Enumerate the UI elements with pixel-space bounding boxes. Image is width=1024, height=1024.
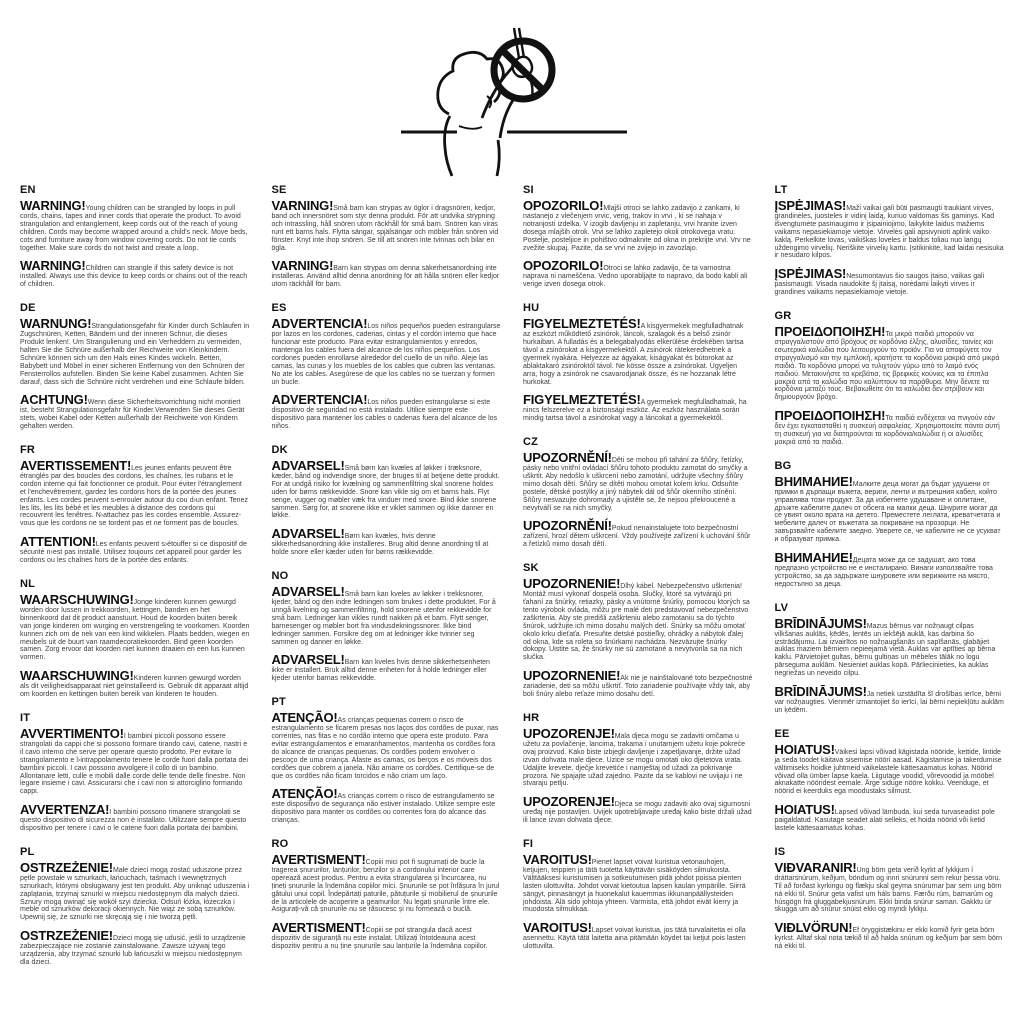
language-code: LV [774, 601, 789, 614]
language-code: EE [774, 727, 790, 740]
language-code: RO [271, 838, 289, 851]
warnings-list [523, 853, 753, 951]
warning-title: BRĪDINĀJUMS! [774, 684, 867, 700]
language-code: DE [20, 302, 36, 315]
warning-paragraph [775, 685, 1005, 715]
warning-body: As crianças pequenas correm o risco de estrangulamento se ficarem presas nos laços dos cordões de puxar, nas correntes, nas fitas e no cordão interno que opera este produto. Para evitar estrangulamentos e emaranhamentos, mantenha os cordões fora do alcance de crianças pequenas. Os cordões podem envolver o pescoço de uma criança. Afaste as camas, os berços e os móveis dos cordões que cobrem a janela. Não amarre os cordões. Certifique-se de que os cordões não ficam torcidos e não criam um laço. [271, 717, 499, 780]
warning-paragraph [523, 199, 753, 252]
warning-body: Ak nie je nainštalované toto bezpečnostné zariadenie, deti sa môžu uškrtiť. Toto zariadenie používajte vždy tak, aby boli šnúry alebo reťaze mimo dosahu detí. [523, 675, 753, 699]
warning-body: Pokud nenainstalujete toto bezpečnostní zařízení, hrozí dětem uškrcení. Vždy používejte zařízení k uchování šňůr a řetízků mimo dosah dětí. [523, 525, 751, 549]
warning-paragraph [20, 727, 250, 796]
warning-title: WARNING! [20, 198, 86, 213]
language-section [20, 184, 250, 289]
warnings-list [272, 317, 502, 431]
warning-paragraph [20, 317, 250, 386]
language-code: DK [271, 444, 288, 457]
language-section [523, 712, 753, 825]
warning-body: Børn kan kvæles, hvis denne sikkerhedsanordning ikke installeres. Brug altid denne anordning til at holde snore eller kæder uden for børns rækkevidde. [271, 533, 489, 557]
warning-body: Barn kan kveles hvis denne sikkerhetsenheten ikke er installert. Bruk alltid denne enheten for å holde ledninger eller kjeder utenfor barnas rekkevidde. [271, 659, 490, 683]
column-2 [272, 184, 502, 980]
warning-body: Barn kan strypas om denna säkerhetsanordning inte installeras. Använd alltid denna anordning för att hålla snören eller kedjor utom räckhåll för barn. [271, 265, 500, 289]
warning-paragraph [523, 795, 753, 825]
warning-paragraph [20, 929, 250, 967]
warning-title: FIGYELMEZTETÉS! [523, 392, 641, 408]
language-section [20, 578, 250, 699]
language-section [523, 838, 753, 951]
language-section [20, 712, 250, 833]
warning-paragraph [272, 853, 502, 914]
warning-title: UPOZORENJE! [523, 794, 615, 810]
warnings-list [20, 199, 250, 289]
warning-body: Copiii mici pot fi sugrumați de bucle la tragerea șnururilor, lanțurilor, benzilor și a cordonului interior care operează acest produs. Pentru a evita strangularea și încurcarea, nu țineți șnururile la îndemâna copiilor mici. Șnururile se pot înfășura în jurul gâtului unui copil. Îndepărtați paturile, pătuțurile și mobilierul de șnururile de la articolele de acoperire a geamurilor. Nu legați șnururile între ele. Asigurați-vă că șnururile nu se răsucesc și nu formează o buclă. [271, 859, 500, 914]
warning-title: WARNUNG! [20, 316, 92, 332]
child-grabbing-cord-prohibition-illustration [387, 6, 637, 178]
language-section [272, 444, 502, 557]
warning-title: AVERTISMENT! [271, 920, 366, 936]
warning-body: Децата може да се задушат, ако това предпазно устройство не е инсталирано. Винаги използвайте това устройство, за да задържате шнуровете или верижките на място, недостъпно за деца. [774, 557, 993, 588]
warning-body: Dzieci mogą się udusić, jeśli to urządzenie zabezpieczające nie zostanie zainstalowane. Zawsze używaj tego urządzenia, aby trzymać sznurki lub łańcuszki w miejscu niedostępnym dla dzieci. [20, 935, 246, 966]
warning-title: OSTRZEŻENIE! [20, 928, 113, 944]
language-section [272, 838, 502, 951]
language-code: SK [523, 562, 539, 575]
warning-body: Τα μικρά παιδιά μπορούν να στραγγαλιστούν από βρόχους σε κορδόνια έλξης, αλυσίδες, ταινίες και εσωτερικά καλώδια που λειτουργούν το προϊόν. Για να αποφύγετε τον στραγγαλισμό και την εμπλοκή, κρατήστε τα κορδόνια μακριά από μικρά παιδιά. Τα κορδόνια μπορεί να τυλιχτούν γύρω από το λαιμό ενός παιδιού. Μετακινήστε τα κρεβάτια, τις βρεφικές κούνιες και τα έπιπλα μακριά από τα καλώδια που καλύπτουν τα παράθυρα. Μην δένετε τα κορδόνια μεταξύ τους. Βεβαιωθείτε ότι τα καλώδια δεν στρίβουν και δημιουργούν βρόχο. [774, 331, 1000, 402]
warning-body: Pienet lapset voivat kuristua vetonauhojen, ketjujen, teippien ja tätä tuotetta käyttävän sisäköyden silmukoista. Välttääksesi kuristumisen ja sotkeutumisen pidä johdot poissa pienten lasten ulottuvilta. Johdot voivat kietoutua lapsen kaulan ympärille. Siirrä sängyt, pinnasängyt ja huonekalut kauemmas ikkunanpäällysteiden johdoista. Älä sido johtoja yhteen. Varmista, että johdot eivät kierry ja muodosta silmukkaa. [523, 859, 746, 914]
column-4 [775, 184, 1005, 980]
warning-title: BRĪDINĀJUMS! [774, 615, 867, 631]
warning-paragraph [20, 535, 250, 565]
warning-paragraph [20, 669, 250, 699]
warning-body: Små børn kan kvæles af løkker i træksnore, kæder, bånd og indvendige snore, der bruges til at betjene dette produkt. For at undgå risiko for kvælning og sammenfiltring skal snorene holdes uden for børns rækkevidde. Snore kan vikle sig om et barns hals. Flyt senge, vugger og møbler væk fra vinduer med snore. Bind ikke snorene sammen. Sørg for, at snorene ikke er viklet sammen og ikke danner en løkke. [271, 465, 500, 520]
warning-title: UPOZORNENIE! [523, 668, 621, 684]
language-code: BG [774, 459, 792, 472]
warning-paragraph [523, 577, 753, 662]
language-code: PL [20, 845, 35, 858]
warning-paragraph [272, 199, 502, 252]
warning-paragraph [775, 617, 1005, 678]
warning-title: WAARSCHUWING! [20, 668, 134, 684]
warnings-list [20, 459, 250, 565]
warning-title: ATENÇÃO! [271, 786, 338, 802]
language-code: GR [774, 310, 792, 323]
warning-title: VARNING! [271, 198, 334, 213]
language-code: NO [271, 570, 289, 583]
language-code: SE [271, 184, 287, 196]
warning-paragraph [523, 727, 753, 788]
language-code: IS [774, 845, 786, 858]
warning-body: Små barn kan kveles av løkker i trekksnorer, kjeder, bånd og den indre ledningen som brukes i dette produktet. For å unngå kvelning og sammenfiltring, hold snorene utenfor rekkevidde for små barn. Ledninger kan vikles rundt nakken på et barn. Flytt senger, barnesenger og møbler bort fra vindusdekningssnorer. Ikke bind ledninger sammen. Forsikre deg om at ledninger ikke tvinner seg sammen og danner en løkke. [271, 591, 496, 646]
warnings-list [523, 727, 753, 825]
warnings-list [272, 459, 502, 557]
warning-title: OPOZORILO! [523, 198, 604, 213]
warnings-list [272, 585, 502, 683]
warning-body: I bambini possono rimanere strangolati se questo dispositivo di sicurezza non è installato. Utilizzare sempre questo dispositivo per tenere i cavi o le catene fuori dalla portata dei bambini. [20, 809, 247, 833]
warning-body: Ja netiek uzstādīta šī drošības ierīce, bērni var nožņaugties. Vienmēr izmantojiet šo ierīci, lai bērni nepiekļūtu auklām un ķēdēm. [774, 691, 1004, 714]
language-section [523, 184, 753, 289]
warnings-list [775, 743, 1005, 833]
warning-paragraph [775, 409, 1005, 447]
warning-body: Nesumontavus šio saugos įtaiso, vaikas gali pasismaugti. Visada naudokite šį įtaisą, norėdami laikyti virves ir grandines vaikams nepasiekiamoje vietoje. [774, 273, 985, 297]
warning-title: VAROITUS! [523, 920, 592, 936]
figure [0, 0, 1024, 182]
warning-paragraph [20, 803, 250, 833]
language-section [775, 184, 1005, 297]
warnings-list [523, 317, 753, 423]
warning-title: ADVERTENCIA! [271, 316, 368, 332]
language-code: LT [774, 184, 788, 196]
warning-body: Les enfants peuvent s›étouffer si ce dispositif de sécurité n›est pas installé. Utilisez toujours cet appareil pour garder les cordons ou les chaînes hors de la portée des enfants. [20, 541, 247, 565]
warnings-list [775, 475, 1005, 589]
warning-title: ΠΡΟΕΙΔΟΠΟΙΗΣΗ! [774, 324, 886, 340]
warning-title: ĮSPĖJIMAS! [774, 198, 847, 213]
warning-paragraph [523, 317, 753, 386]
language-section [272, 302, 502, 431]
warning-body: Children can strangle if this safety device is not installed. Always use this device to keep cords or chains out of the reach of children. [20, 265, 248, 289]
warning-title: ВНИМАНИЕ! [774, 550, 853, 566]
warning-paragraph [272, 585, 502, 646]
warning-title: VARNING! [271, 258, 334, 274]
warning-title: UPOZORNĚNÍ! [523, 450, 612, 466]
language-code: HU [523, 302, 540, 315]
warning-paragraph [272, 393, 502, 431]
warning-paragraph [775, 803, 1005, 833]
language-section [775, 602, 1005, 715]
warning-paragraph [523, 921, 753, 951]
warning-title: ВНИМАНИЕ! [774, 473, 853, 489]
warnings-list [523, 577, 753, 699]
language-code: PT [271, 696, 286, 709]
language-section [775, 460, 1005, 589]
warning-body: A gyermekek megfulladhatnak, ha nincs felszerelve ez a biztonsági eszköz. Az eszköz használata során mindig tartsa távol a zsinórokat vagy a láncokat a gyermekektől. [523, 399, 747, 423]
language-section [20, 302, 250, 431]
warning-body: Mlajši otroci se lahko zadavijo z zankami, ki nastanejo z vlečenjem vrvic, verig, trakov in vrvi , ki se nahaja v notranjosti izdelka. V izogib davljenju in zapletanju, vrvi hranite izven dosega mlajših otrok. Vrvi se lahko zapletejo okoli otrokovega vratu. Postelje, posteljice in pohištvo odmaknite od okna in prekrijte vrvi. Vrv ne zvežite skupaj. Pazite, da se vrvi ne zvijejo in zavozlajo. [523, 205, 751, 252]
warning-title: HOIATUS! [774, 741, 835, 757]
warning-title: UPOZORENJE! [523, 725, 615, 741]
warnings-list [775, 861, 1005, 951]
language-code: IT [20, 711, 31, 724]
warning-title: ADVARSEL! [271, 526, 345, 542]
warnings-list [272, 199, 502, 289]
warning-title: ADVARSEL! [271, 458, 345, 474]
language-section [775, 728, 1005, 833]
warning-body: Jonge kinderen kunnen gewurgd worden door lussen in trekkoorden, kettingen, banden en het binnenkoord dat dit product aanstuurt. Houd de koorden buiten bereik van jonge kinderen om wurging en verstrengeling te voorkomen. Koorden kunnen zich om de nek van een kind wikkelen. Plaats bedden, wiegen en meubels uit de buurt van raamdecoratiekoorden. Bind geen koorden samen. Zorg ervoor dat koorden niet kunnen draaien en een lus kunnen vormen. [20, 599, 250, 662]
warning-paragraph [523, 853, 753, 914]
warning-body: Copiii se pot strangula dacă acest dispozitiv de siguranță nu este instalat. Utilizați întotdeauna acest dispozitiv pentru a nu ține șnururile sau lanțurile la îndemâna copiilor. [271, 927, 488, 951]
warning-body: Mazus bērnus var nožņaugt cilpas vilkšanas auklās, ķēdēs, lentēs un iekšējā auklā, kas darbina šo izstrādājumu. Lai izvairītos no nožņaugšanās un sapīšanās, glabājiet auklas maziem bērniem nepieejamā vietā. Auklas var aptīties ap bērna kaklu. Pārvietojiet gultas, bērnu gultiņas un mēbeles tālāk no logu pārseguma auklām. Nesieniet auklas kopā. Pārliecinieties, ka auklas negriežas un neveido cilpu. [774, 622, 996, 678]
warning-title: AVERTISMENT! [271, 852, 366, 868]
warning-paragraph [775, 551, 1005, 589]
language-section [272, 570, 502, 683]
warnings-list [20, 861, 250, 967]
language-code: ES [271, 302, 287, 315]
warning-title: WAARSCHUWING! [20, 592, 134, 607]
warning-paragraph [272, 787, 502, 825]
warning-title: AVERTISSEMENT! [20, 458, 132, 474]
warning-paragraph [775, 921, 1005, 951]
warning-paragraph [272, 921, 502, 951]
language-section [775, 846, 1005, 951]
column-1 [20, 184, 250, 980]
warning-body: Dlhý kábel. Nebezpečenstvo uškrtenia! Montáž musí vykonať dospelá osoba. Slučky, ktoré sa vytvárajú pri ťahaní za šnúrky, retiazky, pásky a vnútorné šnúrky, pomocou ktorých sa tento výrobok ovláda, môžu pre malé deti predstavovať nebezpečenstvo zaškrtenia. Aby ste predišli zaškrteniu alebo zamotaniu sa do týchto šnúrok, udržujte ich mimo dosahu malých detí. Šnúrky sa môžu omotať okolo krku dieťaťa. Presuňte detské postieľky, ohrádky a nábytok ďalej od okna, kde sa roleta so šnúrkami nachádza. Nezväzujte šnúrky dokopy. Uistite sa, že šnúrky nie sú zamotané a nevytvorila sa na nich slučka. [523, 583, 750, 662]
warning-title: ACHTUNG! [20, 392, 88, 408]
warning-paragraph [775, 325, 1005, 402]
warning-title: AVVERTIMENTO! [20, 725, 124, 741]
warning-body: Strangulationsgefahr für Kinder durch Schlaufen in Zugschnüren, Ketten, Bändern und der inneren Schnur, die dieses Produkt lenken!. Um Strangulierung und ein Verheddern zu vermeiden, halten Sie die Schnüre außerhalb der Reichweite von Kleinkindern. Schnüre können sich um den Hals eines Kindes wickeln. Betten, Babybett und Möbel in einer sicheren Entfernung von den Schnüren der Fensterrollos aufstellen. Binden Sie keine Kabel zusammen. Achten Sie darauf, dass sich die Schnüre nicht verdrehen und eine Schlaufe bilden. [20, 323, 250, 386]
warning-body: Τα παιδιά ενδέχεται να πνιγούν εάν δεν έχει εγκατασταθεί η συσκευή ασφαλείας. Χρησιμοποιείτε πάντα αυτή τη συσκευή για να διατηρούνται τα κορδόνια/καλώδια ή οι αλυσίδες μακριά από τα παιδιά. [774, 415, 1000, 446]
warning-title: WARNING! [20, 258, 86, 274]
warning-body: Väikesi lapsi võivad kägistada nööride, kettide, lintide ja seda toodet käitava sisemise nööri aasad. Kägistamise ja takerdumise vältimiseks hoidke juhtmeid väikelastele kättesaamatus kohas. Nöörid võivad olla ümber lapse kaela. Liigutage voodid, võrevoodid ja mööbel aknakatte nööridest eemale. Ärge siduge nööre kokku. Veenduge, et nöörid ei keerduks ega moodustaks silmust. [774, 748, 1002, 796]
warnings-list [272, 853, 502, 951]
warning-body: Mala djeca mogu se zadaviti omčama u užetu za povlačenje, lancima, trakama i unutarnjem užetu koje pokreće ovaj proizvod. Kako biste izbjegli davljenje i zapetljavanje, držite užad izvan dohvata male djece. Uzice se mogu omotati oko djetetova vrata. Udaljite krevete, dječje krevetiće i namještaj od užadi za pokrivanje prozora. Ne spajajte užad zajedno. Pazite da se kablovi ne uvijaju i ne stvaraju petlju. [523, 732, 746, 788]
warning-paragraph [775, 199, 1005, 260]
language-section [523, 436, 753, 549]
warning-body: Wenn diese Sicherheitsvorrichtung nicht montiert ist, besteht Strangulationsgefahr für Kinder.Verwenden Sie dieses Gerät stets, wobei Kabel oder Ketten außerhalb der Reichweite von Kindern gehalten werden. [20, 399, 245, 431]
warning-body: Maži vaikai gali būti pasmaugti traukiant virves, grandinėles, juosteles ir vidinį laidą, kuriuo valdomas šis gaminys. Kad išvengtumėte pasmaugimo ir įsipainiojimo, laikykite laidus mažiems vaikams nepasiekiamoje vietoje. Virvelės gali apsivynioti aplink vaiko kaklą. Perkelkite lovas, vaikiškas loveles ir baldus toliau nuo langų uždengimo virvelių. Neriškite virvelių kartu. Įsitikinkite, kad laidai nesisuka ir nesudaro kilpos. [774, 205, 1004, 260]
warning-paragraph [775, 743, 1005, 796]
warning-title: ADVARSEL! [271, 652, 345, 668]
warning-paragraph [20, 259, 250, 289]
warnings-list [775, 199, 1005, 297]
language-section [272, 184, 502, 289]
language-code: SI [523, 184, 534, 196]
language-section [775, 310, 1005, 447]
warning-paragraph [20, 593, 250, 662]
warning-paragraph [775, 267, 1005, 297]
warnings-list [523, 199, 753, 289]
warnings-list [20, 727, 250, 833]
language-code: EN [20, 184, 36, 196]
warning-paragraph [523, 519, 753, 549]
warning-paragraph [272, 653, 502, 683]
warning-paragraph [523, 451, 753, 512]
warnings-list [272, 711, 502, 825]
warning-paragraph [272, 259, 502, 289]
language-section [20, 846, 250, 967]
language-code: NL [20, 578, 36, 590]
warning-title: VIÐVARANIR! [774, 859, 857, 875]
warnings-list [20, 593, 250, 699]
warning-body: I bambini piccoli possono essere strangolati da cappi che si possono formare tirando cavi, catene, nastri e il cavo interno che serve per operare questo prodotto. Per evitare lo strangolamento e l›intrappolamento tenere le corde fuori dalla portata dei bambini piccoli. I cavi possono avvolgere il collo di un bambino. Allontanare letti, culle e mobili dalle corde delle tende delle finestre. Non legare insieme i cavi. Assicurarsi che i cavi non si attorciglino formando cappi. [20, 732, 248, 796]
warning-title: UPOZORNENIE! [523, 576, 621, 592]
warning-title: FIGYELMEZTETÉS! [523, 316, 641, 332]
warning-body: Małe dzieci mogą zostać uduszone przez pętle powstałe w sznurkach, łańcuchach, taśmach i wewnętrznych sznurkach, którymi obsługiwany jest ten produkt. Aby uniknąć uduszenia i zaplątania, trzymaj sznurki w miejscu niedostępnym dla małych dzieci. Sznury mogą owinąć się wokół szyi dziecka. Odsuń łóżka, łóżeczka i meble od sznurków dekoracji okiennych. Nie wiąż ze sobą sznurków. Upewnij się, że sznurki nie skręcają się i nie tworzą pętli. [20, 866, 250, 922]
warning-body: Lapsed võivad lämbuda, kui seda turvaseadist pole paigaldatud. Kasutage seadet alati selleks, et hoida nöörid või ketid lastele kättesaamatus kohas. [774, 809, 995, 833]
warning-body: Les jeunes enfants peuvent être étranglés par des boucles des cordons, les chaînes, les rubans et le cordon interne qui fait fonctionner ce produit. Pour éviter l'étranglement et l'enchevêtrement, gardez les cordons hors de la portée des jeunes enfants. Les cordes peuvent s›enrouler autour du cou d›un enfant. Tenez les lits, les lits bébé et les meubles à distance des cordons qui recouvrent les fenêtres. N›attachez pas les cordes ensemble. Assurez-vous que les cordons ne se tordent pas et ne forment pas de boucles. [20, 465, 248, 528]
warning-paragraph [272, 317, 502, 386]
warning-body: Los niños pueden estrangularse si este dispositivo de seguridad no está instalado. Utilice siempre este dispositivo para mantener los cables o cadenas fuera del alcance de los niños. [271, 399, 498, 431]
warning-paragraph [775, 475, 1005, 544]
language-section [20, 444, 250, 565]
warning-title: HOIATUS! [774, 802, 835, 818]
language-code: HR [523, 711, 540, 724]
warning-title: ADVERTENCIA! [271, 392, 368, 408]
warning-paragraph [523, 393, 753, 423]
warning-title: ATTENTION! [20, 534, 96, 550]
warning-title: ΠΡΟΕΙΔΟΠΟΙΗΣΗ! [774, 408, 886, 424]
column-3 [523, 184, 753, 980]
warning-body: Lapset voivat kuristua, jos tätä turvalaitetta ei olla asennettu. Käytä tätä laitetta aina pitämään köydet tai ketjut pois lasten ulottuvilta. [523, 927, 746, 951]
warning-title: OSTRZEŻENIE! [20, 859, 113, 875]
warning-paragraph [523, 669, 753, 699]
warning-title: VIÐLVÖRUN! [774, 920, 853, 936]
warning-body: Los niños pequeños pueden estrangularse por lazos en los cordones, cadenas, cintas y el cordón interno que hace funcionar este producto. Para evitar estrangulamientos y enredos, mantenga los cables fuera del alcance de los niños pequeños. Los cordones pueden enrollarse alrededor del cuello de un niño. Aleje las camas, las cunas y los muebles de los cables que cubren las ventanas. No ate los cables. Asegúrese de que los cables no se tuerzan y formen un bucle. [271, 323, 501, 386]
warning-body: As crianças correm o risco de estrangulamento se este dispositivo de segurança não estiver instalado. Utilize sempre este dispositivo para manter os cordões ou correntes fora do alcance das crianças. [271, 793, 496, 825]
language-section [523, 562, 753, 699]
warning-paragraph [20, 861, 250, 922]
warning-paragraph [272, 711, 502, 780]
warning-paragraph [775, 861, 1005, 914]
warning-body: Малките деца могат да бъдат удушени от примки в дърпащи въжета, вериги, ленти и вътрешния кабел, който управлява този продукт. За да избегнете удушаване и оплитане, дръжте кабелите далеч от обсега на малки деца. Шнурите могат да се увият около врата на детето. Преместете леглата, креватчетата и мебелите далеч от въжетата за покриване на прозорци. Не завързвайте кабелите заедно. Уверете се, че кабелите не се усукват и образуват примка. [774, 480, 1001, 544]
warning-paragraph [272, 527, 502, 557]
warning-body: A kisgyermekek megfulladhatnak az eszközt működtető zsinórok, láncok, szalagok és a belső zsinór hurkaiban. A fulladás és a belegabalyodás elkerülése érdekében tartsa távol a zsinórokat a kisgyermekektől. A zsinórok rátekeredhetnek a gyermek nyakára. Helyezze az ágyakat, kiságyakat és bútorokat az ablaktakaró zsinóroktól távol. Ne kösse össze a zsinórokat. Ügyeljen arra, hogy a zsinórok ne csavarodjanak össze, és ne hozzanak létre hurkokat. [523, 323, 744, 386]
warnings-list [523, 451, 753, 549]
warnings-list [20, 317, 250, 431]
language-section [272, 696, 502, 825]
warning-body: Young children can be strangled by loops in pull cords, chains, tapes and inner cords that operate the product. To avoid strangulation and entanglement, keep cords out of the reach of young children. Cords may become wrapped around a child's neck. Move beds, cots and furniture away from window covering cords. Do not tie cords together. Make sure cords do not twist and create a loop. [20, 205, 248, 252]
warnings-list [775, 617, 1005, 715]
warning-body: Djeca se mogu zadaviti ako ovaj sigurnosni uređaj nije postavljen. Uvijek upotrebljavajte uređaj kako biste držali užad ili lance izvan dohvata djece. [523, 801, 752, 825]
warnings-grid [0, 182, 1024, 980]
language-code: FR [20, 444, 36, 457]
warning-title: OPOZORILO! [523, 258, 604, 274]
warning-paragraph [523, 259, 753, 289]
warning-paragraph [20, 393, 250, 431]
warning-body: Kinderen kunnen gewurgd worden als dit veiligheidsapparaat niet geïnstalleerd is. Gebruik dit apparaat altijd om koorden en kettingen buiten bereik van kinderen te houden. [20, 675, 249, 699]
warning-body: Děti se mohou při tahání za šňůry, řetízky, pásky nebo vnitřní ovládací šňůru tohoto produktu zamotat do smyčky a uškrtit. Aby nedošlo k uškrcení nebo zamotání, udržujte všechny šňůry mimo dosah dětí. Šňůry se dítěti mohou omotat kolem krku. Odsuňte postele, dětské postýlky a jiný nábytek dál od šňůr okenního stínění. Šňůry nesvazujte dohromady a ujistěte se, že nejsou překroucené a nevytváří se na nich smyčky. [523, 457, 748, 512]
warning-paragraph [272, 459, 502, 520]
language-code: CZ [523, 436, 539, 449]
language-code: FI [523, 838, 534, 851]
warning-body: Otroci se lahko zadavijo, če ta varnostna naprava ni nameščena. Vedno uporabljajte to napravo, da bodo kabli ali verige izven dosega otrok. [523, 265, 748, 289]
warning-paragraph [20, 199, 250, 252]
warning-title: VAROITUS! [523, 852, 592, 868]
warning-paragraph [20, 459, 250, 528]
language-section [523, 302, 753, 423]
warning-title: UPOZORNĚNÍ! [523, 518, 612, 534]
warning-body: Ung börn geta verið kyrkt af lykkjum í dráttarsnúrum, keðjum, böndum og innri snúrunni sem rekur þessa vöru. Til að forðast kyrkingu og flækju skal geyma snúrurnar þar sem ung börn ná ekki til. Snúrur geta vafist um háls barns. Færðu rúm, barnarúm og húsgögn frá gluggabekjusnúrum. Ekki binda snúrur saman. Gakktu úr skugga um að snúrur snúist ekki og myndi lykkju. [774, 866, 1002, 914]
warning-body: Små barn kan strypas av öglor i dragsnören, kedjor, band och innersnöret som styr denna produkt. För att undvika strypning och intrassling, håll snören utom räckhåll för små barn. Snören kan viras runt ett barns hals. Flytta sängar, spjälsängar och möbler från snören vid fönster. Knyt inte ihop snören. Se till att snören inte tvinnas och bilar en ögla. [271, 205, 499, 252]
warning-body: Ef öryggistækinu er ekki komið fyrir geta börn kyrkst. Alltaf skal nota tækið til að halda snúrum og keðjum þar sem börn ná ekki til. [774, 927, 1002, 951]
warning-title: ĮSPĖJIMAS! [774, 266, 847, 282]
warning-title: ADVARSEL! [271, 584, 345, 600]
warning-title: AVVERTENZA! [20, 802, 110, 818]
warnings-list [775, 325, 1005, 447]
warning-title: ATENÇÃO! [271, 710, 338, 726]
